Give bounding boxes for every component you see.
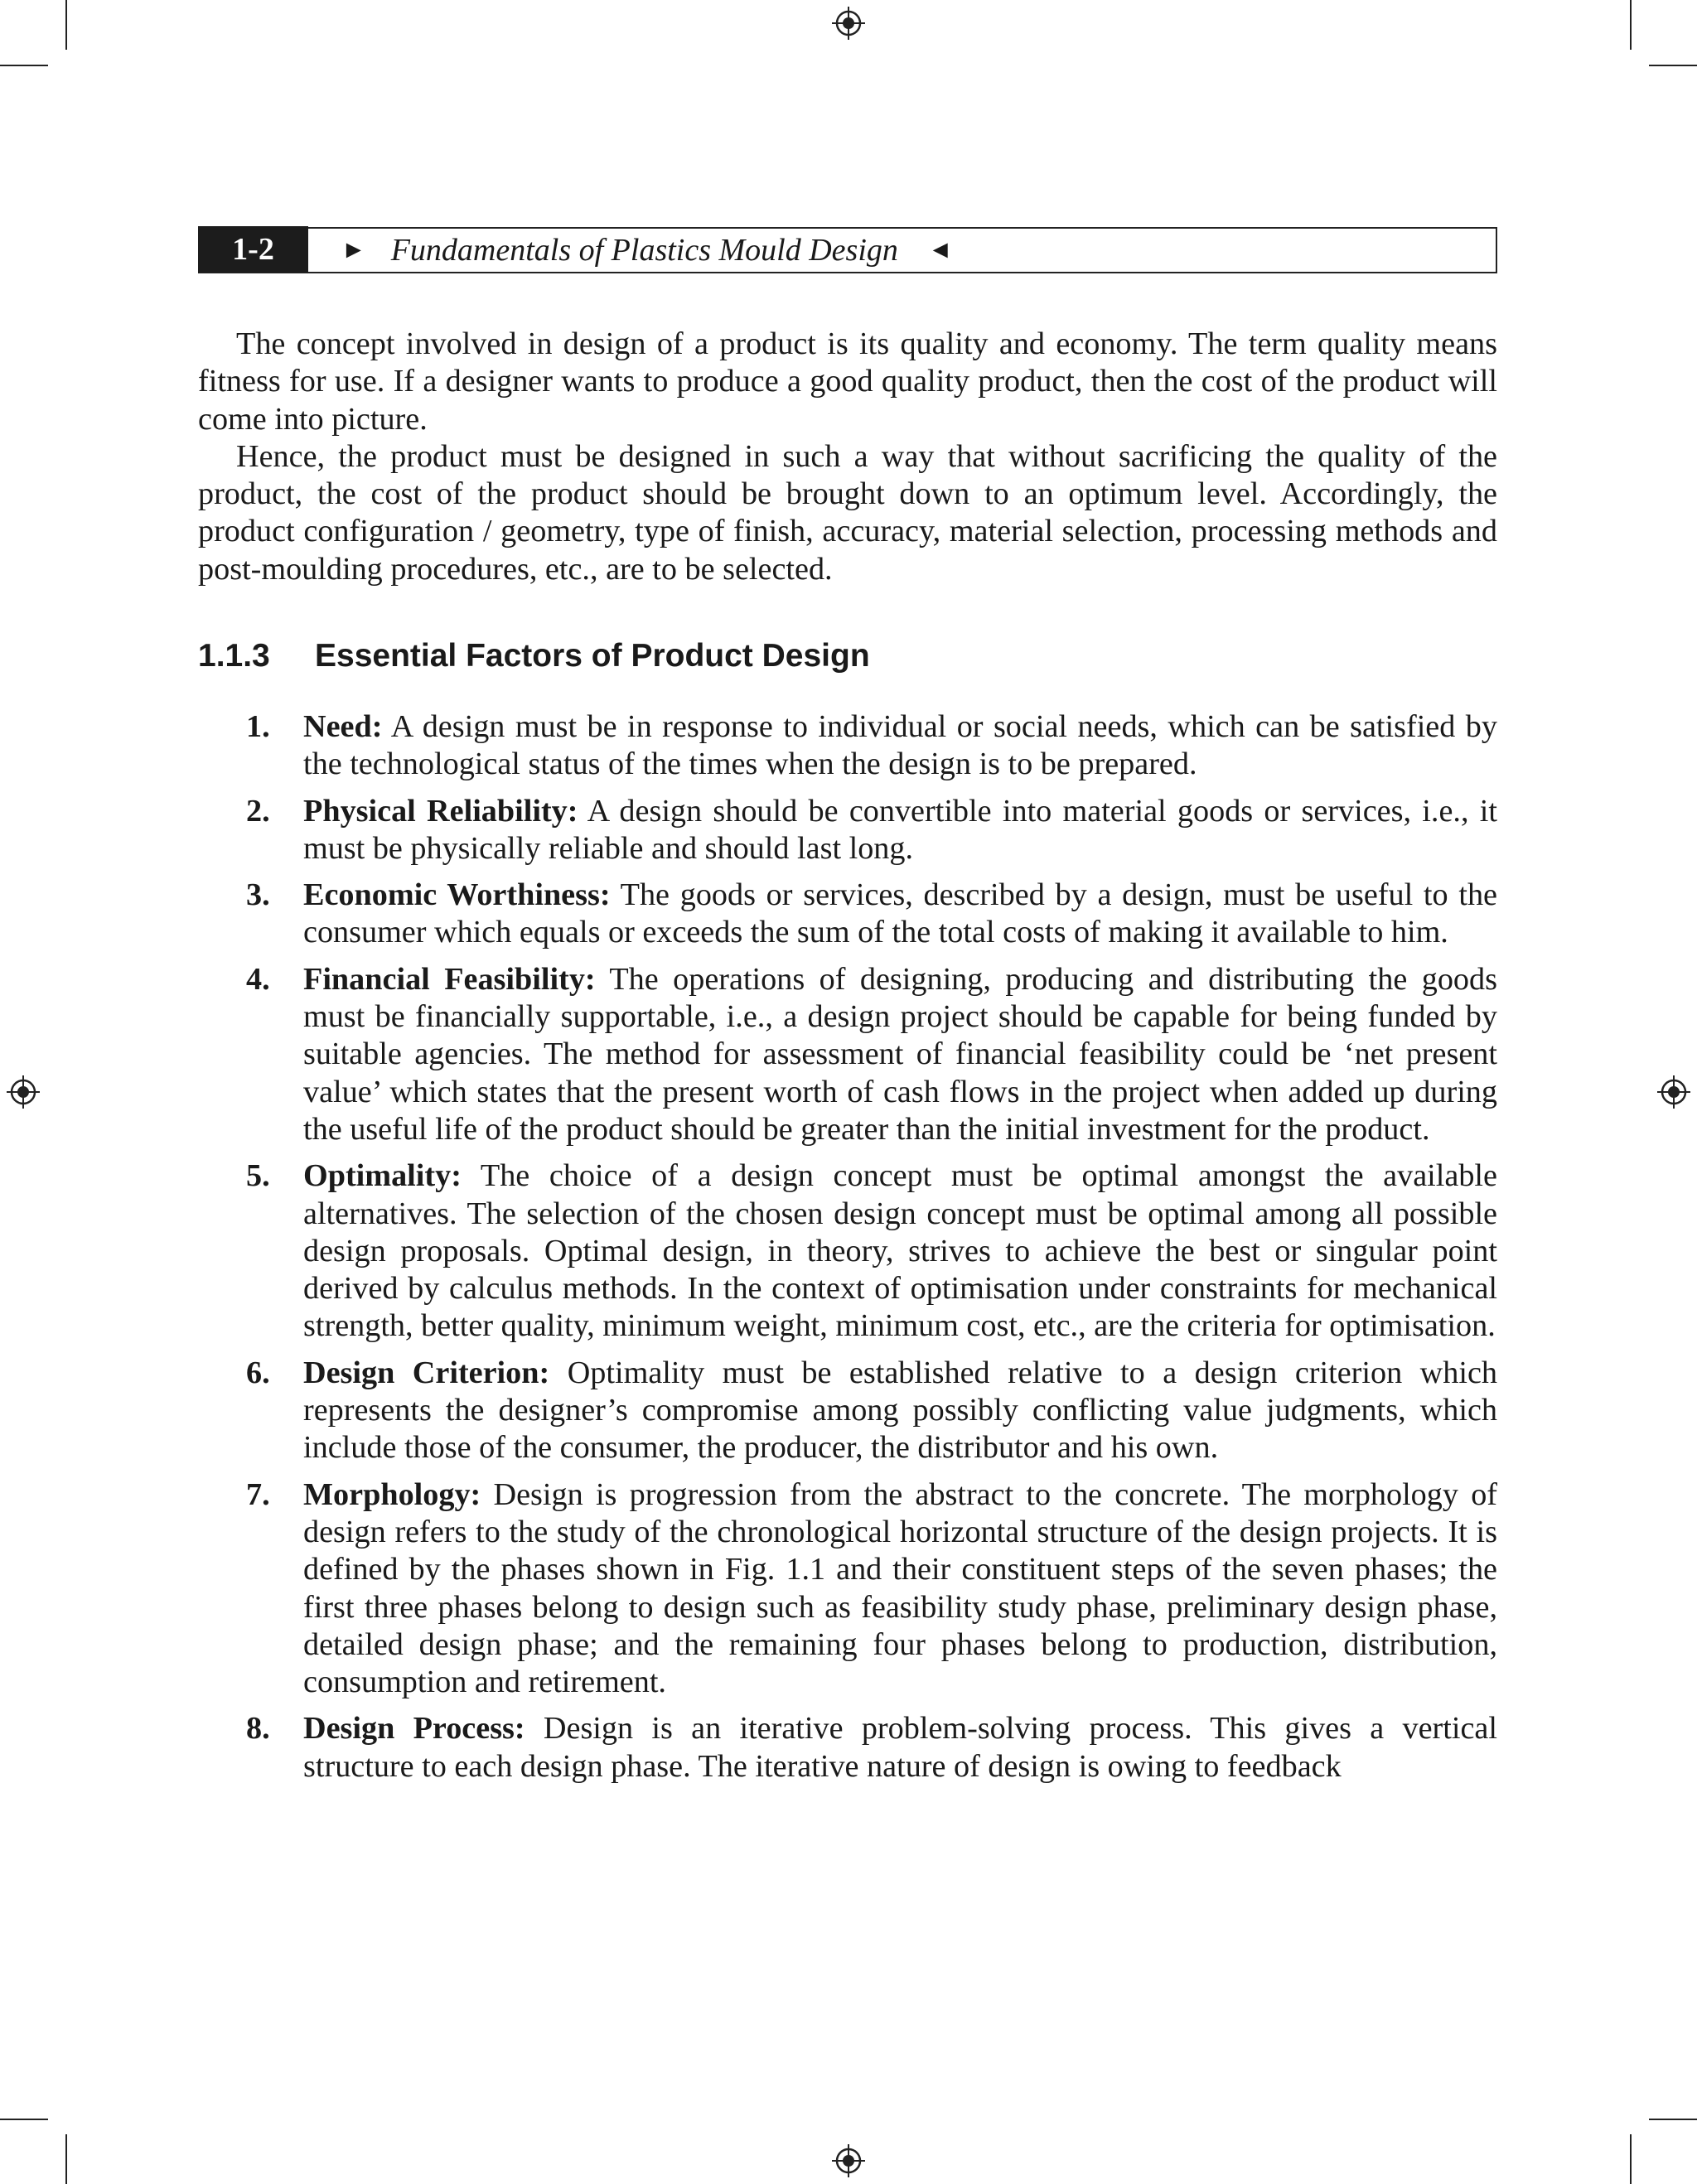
triangle-right-icon: ►: [341, 236, 366, 263]
book-title: Fundamentals of Plastics Mould Design: [390, 233, 898, 268]
crop-mark: [0, 65, 48, 66]
list-item: [236, 1476, 1497, 1702]
item-term: Design Criterion:: [303, 1355, 550, 1390]
crop-mark: [0, 2119, 48, 2120]
crop-mark: [1649, 2119, 1697, 2120]
crop-mark: [1630, 2134, 1632, 2184]
item-number: 3.: [246, 877, 270, 913]
running-head: [198, 227, 1497, 273]
item-number: 1.: [246, 709, 270, 744]
crop-mark: [1630, 0, 1632, 50]
item-description: Design is progression from the abstract to the concrete. The morphology of design refers to the study of the chronological horizontal structure of the design projects. It is defined by the phases shown in Fig. 1.1 and their constituent steps of the seven phases; the first three phases belong to design such as feasibility study phase, preliminary design phase, detailed design phase; and the remaining four phases belong to production, distribution, consumption and retirement.: [303, 1476, 1498, 1700]
item-number: 4.: [246, 961, 270, 997]
list-item: [236, 1157, 1497, 1345]
item-description: A design must be in response to individual or social needs, which can be satisfied by the technological status of the times when the design is to be prepared.: [303, 709, 1497, 782]
item-term: Morphology:: [303, 1476, 481, 1512]
factor-list: [236, 708, 1497, 1795]
paragraph: The concept involved in design of a product is its quality and economy. The term quality means fitness for use. If a designer wants to produce a good quality product, then the cost of the product will come into picture.: [198, 326, 1497, 437]
item-description: The choice of a design concept must be optimal amongst the available alternatives. The selection of the chosen design concept must be optimal among all possible design proposals. Optimal design, in theory, strives to achieve the best or singular point derived by calculus methods. In the context of optimisation under constraints for mechanical strength, better quality, minimum weight, minimum cost, etc., are the criteria for optimisation.: [303, 1158, 1497, 1344]
item-description: A design should be convertible into material goods or services, i.e., it must be physically reliable and should last long.: [303, 793, 1497, 866]
registration-mark-icon: [832, 2144, 865, 2177]
item-text: [303, 1476, 1497, 1702]
item-text: [303, 1157, 1497, 1345]
item-description: Optimality must be established relative to a design criterion which represents the designer’s compromise among possibly conflicting value judgments, which include those of the consumer, the producer, the distributor and his own.: [303, 1355, 1498, 1466]
list-item: [236, 793, 1497, 868]
item-description: The goods or services, described by a design, must be useful to the consumer which equals or exceeds the sum of the total costs of making it available to him.: [303, 877, 1498, 950]
item-description: Design is an iterative problem-solving process. This gives a vertical structure to each design phase. The iterative nature of design is owing to feedback: [303, 1711, 1497, 1784]
section-title: Essential Factors of Product Design: [315, 638, 870, 674]
item-text: [303, 877, 1497, 952]
crop-mark: [1649, 65, 1697, 66]
item-description: The operations of designing, producing and distributing the goods must be financially supportable, i.e., a design project should be capable for being funded by suitable agencies. The method for assessment of financial feasibility could be ‘net present value’ which states that the present worth of cash flows in the project when added up during the useful life of the product should be greater than the initial investment for the product.: [303, 961, 1497, 1147]
list-item: [236, 708, 1497, 784]
item-term: Design Process:: [303, 1711, 525, 1747]
item-number: 6.: [246, 1355, 270, 1390]
crop-mark: [65, 0, 67, 50]
item-term: Economic Worthiness:: [303, 877, 611, 913]
list-item: [236, 961, 1497, 1148]
item-text: [303, 793, 1497, 868]
page-number: 1-2: [198, 226, 308, 273]
intro-text: [198, 326, 1497, 588]
paragraph: Hence, the product must be designed in such a way that without sacrificing the quality of the product, the cost of the product should be brought down to an optimum level. Accordingly, the product configuration / geometry, type of finish, accuracy, material selection, processing methods and post-moulding procedures, etc., are to be selected.: [198, 438, 1497, 587]
item-term: Optimality:: [303, 1158, 462, 1194]
item-number: 8.: [246, 1711, 270, 1747]
registration-mark-icon: [832, 7, 865, 40]
item-number: 7.: [246, 1476, 270, 1512]
item-number: 2.: [246, 793, 270, 829]
registration-mark-icon: [7, 1075, 40, 1109]
item-text: [303, 1710, 1497, 1785]
list-item: [236, 1355, 1497, 1467]
section-heading: [198, 638, 870, 674]
section-number: 1.1.3: [198, 638, 270, 674]
item-term: Financial Feasibility:: [303, 961, 596, 997]
triangle-left-icon: ◄: [927, 236, 953, 263]
list-item: [236, 877, 1497, 952]
item-text: [303, 961, 1497, 1148]
registration-mark-icon: [1657, 1075, 1690, 1109]
item-text: [303, 1355, 1497, 1467]
list-item: [236, 1710, 1497, 1785]
item-term: Need:: [303, 709, 383, 744]
item-text: [303, 708, 1497, 784]
running-head-title: [341, 232, 953, 268]
item-number: 5.: [246, 1158, 270, 1194]
crop-mark: [65, 2134, 67, 2184]
item-term: Physical Reliability:: [303, 793, 578, 829]
